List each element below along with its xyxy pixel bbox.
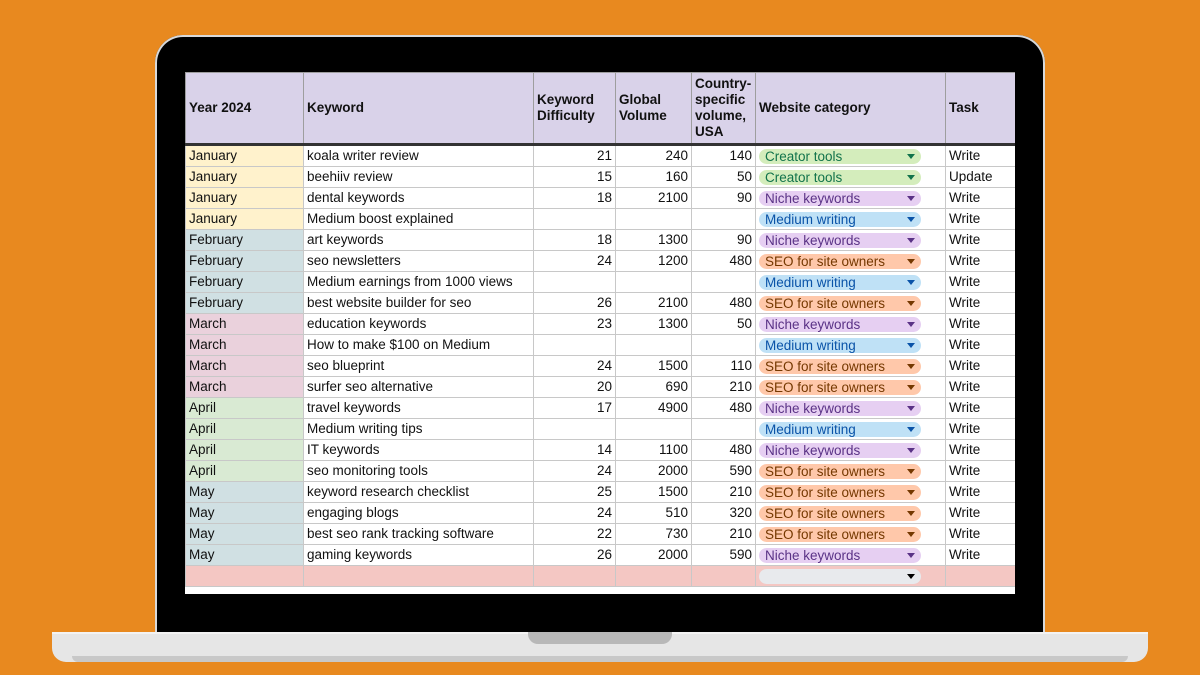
empty-cell[interactable] [756,566,946,587]
table-row [186,440,1016,461]
category-dropdown-chip[interactable] [759,338,921,353]
global-volume-cell[interactable]: 1100 [616,440,692,461]
usa-volume-cell[interactable]: 480 [692,251,756,272]
keyword-cell[interactable]: seo newsletters [304,251,534,272]
website-category-cell[interactable] [756,209,946,230]
website-category-cell[interactable] [756,167,946,188]
usa-volume-cell[interactable]: 50 [692,314,756,335]
usa-volume-cell[interactable] [692,419,756,440]
table-row [186,314,1016,335]
usa-volume-cell[interactable]: 90 [692,230,756,251]
category-label: Creator tools [765,148,843,164]
keyword-difficulty-cell[interactable]: 24 [534,356,616,377]
month-cell[interactable]: February [186,272,304,293]
table-row [186,482,1016,503]
keyword-cell[interactable]: How to make $100 on Medium [304,335,534,356]
caret-down-icon[interactable] [907,154,915,159]
category-dropdown-chip[interactable] [759,401,921,416]
task-cell[interactable]: Write [946,314,1016,335]
task-cell[interactable]: Update [946,167,1016,188]
category-dropdown-chip[interactable] [759,443,921,458]
website-category-cell[interactable] [756,335,946,356]
website-category-cell[interactable] [756,145,946,167]
keyword-difficulty-cell[interactable]: 18 [534,230,616,251]
caret-down-icon[interactable] [907,448,915,453]
category-dropdown-chip[interactable] [759,233,921,248]
keyword-cell[interactable]: Medium earnings from 1000 views [304,272,534,293]
category-label: Medium writing [765,337,856,353]
keyword-difficulty-cell[interactable]: 15 [534,167,616,188]
task-cell[interactable]: Write [946,524,1016,545]
category-label: Niche keywords [765,547,861,563]
table-row [186,335,1016,356]
category-label: SEO for site owners [765,505,886,521]
usa-volume-cell[interactable]: 320 [692,503,756,524]
keyword-cell[interactable]: surfer seo alternative [304,377,534,398]
month-cell[interactable]: February [186,251,304,272]
usa-volume-cell[interactable] [692,209,756,230]
global-volume-cell[interactable]: 1500 [616,482,692,503]
month-cell[interactable]: March [186,377,304,398]
task-cell[interactable]: Write [946,230,1016,251]
keyword-plan-table [185,72,1015,587]
caret-down-icon[interactable] [907,364,915,369]
keyword-difficulty-cell[interactable]: 24 [534,461,616,482]
task-cell[interactable]: Write [946,356,1016,377]
keyword-difficulty-cell[interactable]: 20 [534,377,616,398]
spreadsheet-screen [185,72,1015,594]
task-cell[interactable]: Write [946,188,1016,209]
keyword-difficulty-cell[interactable]: 18 [534,188,616,209]
website-category-cell[interactable] [756,314,946,335]
global-volume-cell[interactable] [616,335,692,356]
caret-down-icon[interactable] [907,511,915,516]
month-cell[interactable]: January [186,167,304,188]
category-dropdown-chip[interactable] [759,254,921,269]
header-task[interactable]: Task [946,73,1016,145]
task-cell[interactable]: Write [946,440,1016,461]
category-dropdown-chip[interactable] [759,506,921,521]
caret-down-icon[interactable] [907,343,915,348]
table-row [186,145,1016,167]
category-label: SEO for site owners [765,295,886,311]
keyword-difficulty-cell[interactable]: 21 [534,145,616,167]
category-label: SEO for site owners [765,463,886,479]
month-cell[interactable]: January [186,145,304,167]
table-row [186,419,1016,440]
category-dropdown-chip[interactable] [759,422,921,437]
keyword-difficulty-cell[interactable]: 26 [534,293,616,314]
category-dropdown-chip[interactable] [759,359,921,374]
category-dropdown-chip[interactable] [759,191,921,206]
header-keyword[interactable]: Keyword [304,73,534,145]
keyword-cell[interactable]: art keywords [304,230,534,251]
task-cell[interactable]: Write [946,545,1016,566]
month-cell[interactable]: May [186,503,304,524]
table-row [186,293,1016,314]
global-volume-cell[interactable]: 690 [616,377,692,398]
website-category-cell[interactable] [756,482,946,503]
keyword-cell[interactable]: seo monitoring tools [304,461,534,482]
month-cell[interactable]: May [186,482,304,503]
keyword-cell[interactable]: seo blueprint [304,356,534,377]
month-cell[interactable]: March [186,314,304,335]
caret-down-icon[interactable] [907,175,915,180]
category-label: Medium writing [765,211,856,227]
keyword-difficulty-cell[interactable] [534,335,616,356]
keyword-difficulty-cell[interactable]: 17 [534,398,616,419]
global-volume-cell[interactable] [616,209,692,230]
table-row [186,272,1016,293]
keyword-cell[interactable]: beehiiv review [304,167,534,188]
website-category-cell[interactable] [756,419,946,440]
task-cell[interactable]: Write [946,398,1016,419]
category-dropdown-chip[interactable] [759,275,921,290]
table-row [186,461,1016,482]
category-dropdown-chip[interactable] [759,464,921,479]
usa-volume-cell[interactable]: 480 [692,440,756,461]
empty-cell[interactable] [186,566,304,587]
caret-down-icon[interactable] [907,385,915,390]
website-category-cell[interactable] [756,545,946,566]
header-keyword-difficulty[interactable]: Keyword Difficulty [534,73,616,145]
global-volume-cell[interactable]: 4900 [616,398,692,419]
caret-down-icon[interactable] [907,469,915,474]
category-dropdown-chip[interactable] [759,170,921,185]
keyword-difficulty-cell[interactable] [534,419,616,440]
task-cell[interactable]: Write [946,482,1016,503]
month-cell[interactable]: January [186,188,304,209]
website-category-cell[interactable] [756,272,946,293]
category-dropdown-chip[interactable] [759,149,921,164]
empty-table-row [186,566,1016,587]
table-row [186,377,1016,398]
global-volume-cell[interactable]: 1200 [616,251,692,272]
keyword-cell[interactable]: engaging blogs [304,503,534,524]
category-label: Niche keywords [765,316,861,332]
keyword-difficulty-cell[interactable]: 14 [534,440,616,461]
category-label: Niche keywords [765,442,861,458]
usa-volume-cell[interactable]: 90 [692,188,756,209]
month-cell[interactable]: April [186,440,304,461]
table-row [186,398,1016,419]
keyword-cell[interactable]: gaming keywords [304,545,534,566]
keyword-cell[interactable]: best seo rank tracking software [304,524,534,545]
month-cell[interactable]: January [186,209,304,230]
empty-cell[interactable] [534,566,616,587]
month-cell[interactable]: March [186,356,304,377]
usa-volume-cell[interactable]: 590 [692,461,756,482]
task-cell[interactable]: Write [946,503,1016,524]
global-volume-cell[interactable] [616,272,692,293]
task-cell[interactable]: Write [946,272,1016,293]
month-cell[interactable]: May [186,524,304,545]
global-volume-cell[interactable]: 510 [616,503,692,524]
global-volume-cell[interactable]: 730 [616,524,692,545]
table-row [186,209,1016,230]
caret-down-icon[interactable] [907,301,915,306]
table-row [186,545,1016,566]
usa-volume-cell[interactable] [692,272,756,293]
category-dropdown-chip[interactable] [759,569,921,584]
category-dropdown-chip[interactable] [759,485,921,500]
usa-volume-cell[interactable] [692,335,756,356]
keyword-difficulty-cell[interactable] [534,272,616,293]
month-cell[interactable]: April [186,461,304,482]
global-volume-cell[interactable]: 2100 [616,188,692,209]
global-volume-cell[interactable]: 1300 [616,314,692,335]
task-cell[interactable]: Write [946,419,1016,440]
usa-volume-cell[interactable]: 210 [692,524,756,545]
global-volume-cell[interactable]: 1500 [616,356,692,377]
keyword-cell[interactable]: Medium boost explained [304,209,534,230]
header-row [186,73,1016,145]
empty-cell[interactable] [304,566,534,587]
task-cell[interactable]: Write [946,335,1016,356]
website-category-cell[interactable] [756,251,946,272]
caret-down-icon[interactable] [907,427,915,432]
caret-down-icon[interactable] [907,406,915,411]
month-cell[interactable]: April [186,398,304,419]
category-label: Niche keywords [765,232,861,248]
category-label: SEO for site owners [765,484,886,500]
keyword-difficulty-cell[interactable]: 25 [534,482,616,503]
global-volume-cell[interactable]: 2000 [616,461,692,482]
caret-down-icon[interactable] [907,196,915,201]
category-label: SEO for site owners [765,358,886,374]
header-year[interactable]: Year 2024 [186,73,304,145]
usa-volume-cell[interactable]: 110 [692,356,756,377]
month-cell[interactable]: February [186,230,304,251]
header-usa-volume[interactable]: Country-specific volume, USA [692,73,756,145]
header-global-volume[interactable]: Global Volume [616,73,692,145]
global-volume-cell[interactable]: 2000 [616,545,692,566]
laptop-base-shadow [72,656,1128,662]
global-volume-cell[interactable]: 240 [616,145,692,167]
usa-volume-cell[interactable]: 590 [692,545,756,566]
category-label: Creator tools [765,169,843,185]
website-category-cell[interactable] [756,356,946,377]
table-row [186,167,1016,188]
keyword-cell[interactable]: Medium writing tips [304,419,534,440]
task-cell[interactable]: Write [946,293,1016,314]
keyword-difficulty-cell[interactable] [534,209,616,230]
website-category-cell[interactable] [756,377,946,398]
task-cell[interactable]: Write [946,251,1016,272]
keyword-difficulty-cell[interactable]: 22 [534,524,616,545]
keyword-cell[interactable]: travel keywords [304,398,534,419]
caret-down-icon[interactable] [907,238,915,243]
month-cell[interactable]: February [186,293,304,314]
caret-down-icon[interactable] [907,574,915,579]
caret-down-icon[interactable] [907,280,915,285]
category-dropdown-chip[interactable] [759,548,921,563]
category-label: SEO for site owners [765,526,886,542]
keyword-cell[interactable]: keyword research checklist [304,482,534,503]
global-volume-cell[interactable]: 160 [616,167,692,188]
category-label: Medium writing [765,421,856,437]
website-category-cell[interactable] [756,398,946,419]
category-label: Medium writing [765,274,856,290]
website-category-cell[interactable] [756,461,946,482]
category-label: Niche keywords [765,190,861,206]
keyword-difficulty-cell[interactable]: 24 [534,503,616,524]
table-row [186,188,1016,209]
usa-volume-cell[interactable]: 480 [692,398,756,419]
caret-down-icon[interactable] [907,532,915,537]
usa-volume-cell[interactable]: 50 [692,167,756,188]
table-row [186,503,1016,524]
website-category-cell[interactable] [756,503,946,524]
usa-volume-cell[interactable]: 140 [692,145,756,167]
category-dropdown-chip[interactable] [759,527,921,542]
category-dropdown-chip[interactable] [759,317,921,332]
website-category-cell[interactable] [756,524,946,545]
table-row [186,356,1016,377]
table-row [186,524,1016,545]
keyword-cell[interactable]: best website builder for seo [304,293,534,314]
empty-cell[interactable] [946,566,1016,587]
header-website-category[interactable]: Website category [756,73,946,145]
month-cell[interactable]: April [186,419,304,440]
task-cell[interactable]: Write [946,209,1016,230]
category-label: Niche keywords [765,400,861,416]
caret-down-icon[interactable] [907,490,915,495]
category-dropdown-chip[interactable] [759,212,921,227]
table-body [186,145,1016,587]
month-cell[interactable]: March [186,335,304,356]
usa-volume-cell[interactable]: 210 [692,482,756,503]
empty-cell[interactable] [616,566,692,587]
keyword-difficulty-cell[interactable]: 26 [534,545,616,566]
task-cell[interactable]: Write [946,145,1016,167]
global-volume-cell[interactable]: 2100 [616,293,692,314]
laptop-notch [528,632,672,644]
caret-down-icon[interactable] [907,259,915,264]
usa-volume-cell[interactable]: 210 [692,377,756,398]
category-label: SEO for site owners [765,379,886,395]
website-category-cell[interactable] [756,188,946,209]
keyword-cell[interactable]: education keywords [304,314,534,335]
category-label: SEO for site owners [765,253,886,269]
task-cell[interactable]: Write [946,377,1016,398]
category-dropdown-chip[interactable] [759,380,921,395]
category-dropdown-chip[interactable] [759,296,921,311]
caret-down-icon[interactable] [907,553,915,558]
keyword-difficulty-cell[interactable]: 23 [534,314,616,335]
website-category-cell[interactable] [756,293,946,314]
keyword-cell[interactable]: dental keywords [304,188,534,209]
keyword-cell[interactable]: koala writer review [304,145,534,167]
global-volume-cell[interactable]: 1300 [616,230,692,251]
empty-cell[interactable] [692,566,756,587]
global-volume-cell[interactable] [616,419,692,440]
usa-volume-cell[interactable]: 480 [692,293,756,314]
caret-down-icon[interactable] [907,322,915,327]
table-row [186,251,1016,272]
month-cell[interactable]: May [186,545,304,566]
keyword-difficulty-cell[interactable]: 24 [534,251,616,272]
caret-down-icon[interactable] [907,217,915,222]
keyword-cell[interactable]: IT keywords [304,440,534,461]
task-cell[interactable]: Write [946,461,1016,482]
table-row [186,230,1016,251]
website-category-cell[interactable] [756,440,946,461]
website-category-cell[interactable] [756,230,946,251]
